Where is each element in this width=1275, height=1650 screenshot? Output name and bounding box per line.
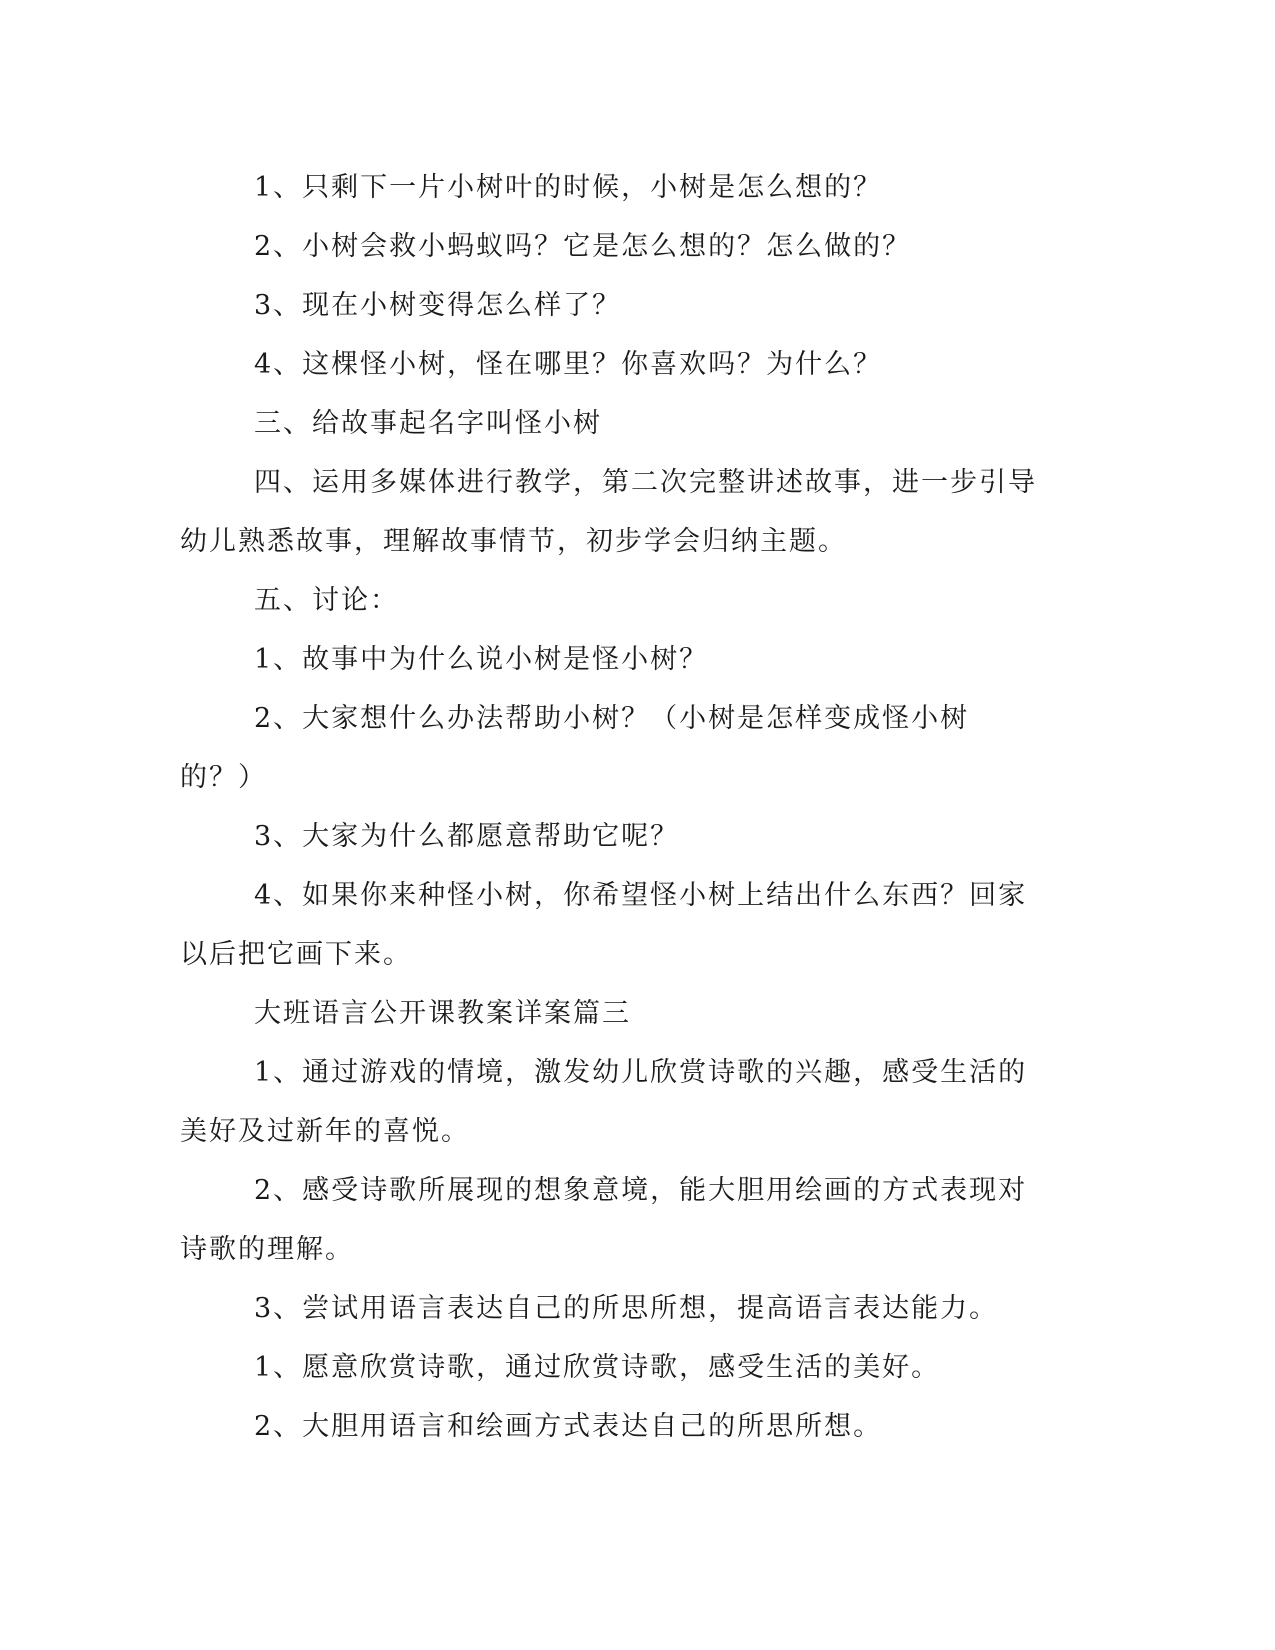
paragraph-question-1: 1、只剩下一片小树叶的时候，小树是怎么想的？ — [254, 172, 883, 203]
paragraph-step-4: 四、运用多媒体进行教学，第二次完整讲述故事，进一步引导幼儿熟悉故事，理解故事情节，初步学会归纳主题。 — [180, 467, 1037, 557]
paragraph-question-2: 2、小树会救小蚂蚁吗？它是怎么想的？怎么做的？ — [254, 231, 912, 262]
paragraph-discussion-3: 3、大家为什么都愿意帮助它呢？ — [254, 821, 680, 852]
paragraph-goal-2: 2、感受诗歌所展现的想象意境，能大胆用绘画的方式表现对诗歌的理解。 — [180, 1175, 1028, 1265]
document-body — [180, 158, 1040, 1456]
paragraph-step-3: 三、给故事起名字叫怪小树 — [254, 408, 602, 439]
paragraph-discussion-4: 4、如果你来种怪小树，你希望怪小树上结出什么东西？回家以后把它画下来。 — [180, 880, 1028, 970]
paragraph-goal-1: 1、通过游戏的情境，激发幼儿欣赏诗歌的兴趣，感受生活的美好及过新年的喜悦。 — [180, 1057, 1028, 1147]
paragraph-discussion-2: 2、大家想什么办法帮助小树？（小树是怎样变成怪小树的？） — [180, 703, 970, 793]
paragraph-goal-3: 3、尝试用语言表达自己的所思所想，提高语言表达能力。 — [254, 1293, 999, 1324]
paragraph-focus-2: 2、大胆用语言和绘画方式表达自己的所思所想。 — [254, 1411, 883, 1442]
paragraph-step-5: 五、讨论： — [254, 585, 399, 616]
paragraph-discussion-1: 1、故事中为什么说小树是怪小树？ — [254, 644, 709, 675]
paragraph-focus-1: 1、愿意欣赏诗歌，通过欣赏诗歌，感受生活的美好。 — [254, 1352, 941, 1383]
paragraph-question-4: 4、这棵怪小树，怪在哪里？你喜欢吗？为什么？ — [254, 349, 883, 380]
section-heading: 大班语言公开课教案详案篇三 — [254, 998, 631, 1029]
paragraph-question-3: 3、现在小树变得怎么样了？ — [254, 290, 622, 321]
